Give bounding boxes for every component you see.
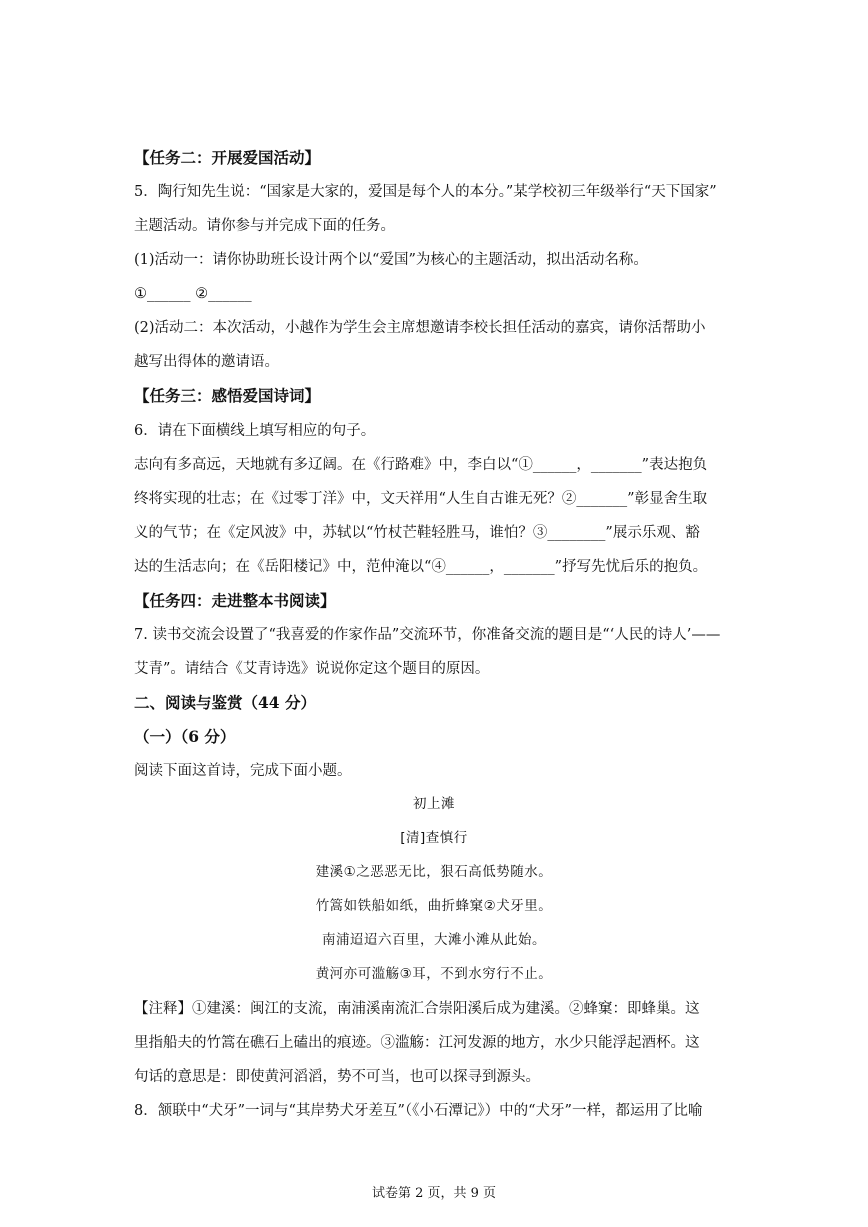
poem-line: 建溪①之恶恶无比，狠石高低势随水。 [315, 864, 553, 880]
q6-line2: 终将实现的壮志；在《过零丁洋》中，文天祥用“人生自古谁无死？②_______”彰显舍生取 [134, 491, 708, 507]
notes-line3: 句话的意思是：即使黄河滔滔，势不可当，也可以探寻到源头。 [134, 1069, 540, 1085]
q6-line3: 义的气节；在《定风波》中，苏轼以“竹杖芒鞋轻胜马，谁怕？③________”展示乐观、豁 [134, 525, 700, 541]
q8-line1: 8．颔联中“犬牙”一词与“其岸势犬牙差互”（《小石潭记》）中的“犬牙”一样，都运用了比喻 [134, 1103, 703, 1119]
task2-heading: 【任务二：开展爱国活动】 [134, 148, 321, 167]
q5-sub2-line1: (2)活动二：本次活动，小越作为学生会主席想邀请李校长担任活动的嘉宾，请你活帮助小 [134, 320, 706, 336]
q6-line1: 志向有多高远，天地就有多辽阔。在《行路难》中，李白以“①______，_______”表达抱负 [134, 457, 708, 473]
q6-intro: 6．请在下面横线上填写相应的句子。 [134, 423, 376, 439]
poem-line: 竹篙如铁船如纸，曲折蜂窠②犬牙里。 [315, 898, 553, 914]
q5-sub1: (1)活动一：请你协助班长设计两个以“爱国”为核心的主题活动，拟出活动名称。 [134, 252, 648, 268]
task4-heading: 【任务四：走进整本书阅读】 [134, 591, 336, 610]
part1-heading: （一）（6 分） [134, 727, 236, 746]
q5-blanks: ①______ ②______ [134, 286, 252, 302]
reading-instruction: 阅读下面这首诗，完成下面小题。 [134, 763, 352, 779]
page-footer: 试卷第 2 页，共 9 页 [371, 1186, 497, 1201]
poem-line: 黄河亦可滥觞③耳，不到水穷行不止。 [315, 966, 553, 982]
task3-heading: 【任务三：感悟爱国诗词】 [134, 386, 321, 405]
q6-line4: 达的生活志向；在《岳阳楼记》中，范仲淹以“④______，_______”抒写先忧后乐的抱负。 [134, 559, 708, 575]
notes-line1: 【注释】①建溪：闽江的支流，南浦溪南流汇合崇阳溪后成为建溪。②蜂窠：即蜂巢。这 [134, 1001, 700, 1017]
q5-sub2-line2: 越写出得体的邀请语。 [134, 354, 279, 370]
q5-line2: 主题活动。请你参与并完成下面的任务。 [134, 218, 395, 234]
notes-line2: 里指船夫的竹篙在礁石上磕出的痕迹。③滥觞：江河发源的地方，水少只能浮起酒杯。这 [134, 1035, 700, 1051]
section2-heading: 二、阅读与鉴赏（44 分） [134, 693, 316, 712]
q5-line1: 5．陶行知先生说：“国家是大家的，爱国是每个人的本分。”某学校初三年级举行“天下国家” [134, 184, 717, 200]
q7-line1: 7. 读书交流会设置了“我喜爱的作家作品”交流环节，你准备交流的题目是“‘人民的诗人’—— [134, 627, 721, 643]
q7-line2: 艾青”。请结合《艾青诗选》说说你定这个题目的原因。 [134, 661, 490, 677]
poem-author: [清]查慎行 [400, 830, 468, 846]
poem-title: 初上滩 [413, 796, 455, 812]
poem-line: 南浦迢迢六百里，大滩小滩从此始。 [322, 932, 546, 948]
